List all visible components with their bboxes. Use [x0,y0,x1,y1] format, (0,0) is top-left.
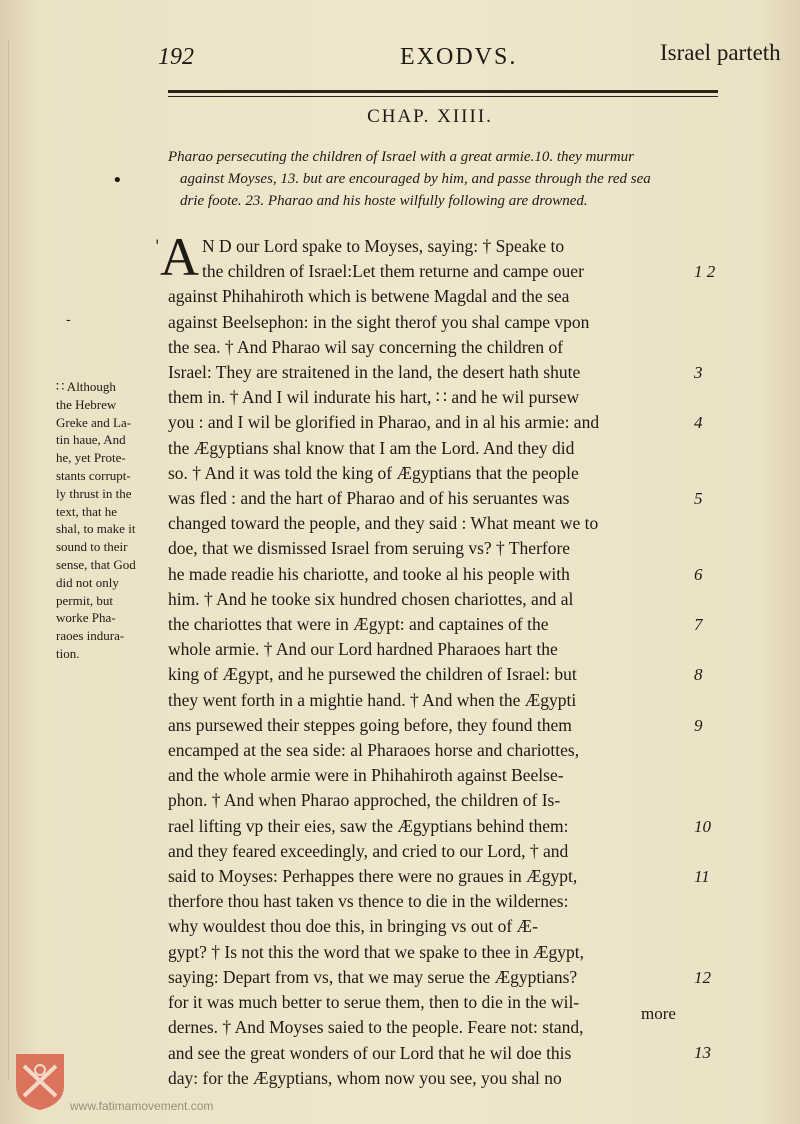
body-line: and they feared exceedingly, and cried to our Lord, † and [168,840,569,861]
header-rule-thick [168,90,718,93]
body-line: encamped at the sea side: al Pharaoes horse and chariottes, [168,740,580,761]
marginal-note-line: raoes indura- [56,628,125,644]
body-line: dernes. † And Moyses saied to the people. Feare not: stand, [168,1017,584,1038]
body-line: rael lifting vp their eies, saw the Ægyptians behind them: [168,815,569,836]
body-line: against Beelsephon: in the sight therof you shal campe vpon [168,311,590,332]
argument-line: drie foote. 23. Pharao and his hoste wilfully following are drowned. [180,193,588,209]
margin-dash-mark: - [66,312,71,328]
argument-line: Pharao persecuting the children of Israel with a great armie.10. they murmur [168,149,634,165]
body-line: therfore thou hast taken vs thence to die in the wildernes: [168,891,569,912]
body-line: ans pursewed their steppes going before, they found them [168,714,572,735]
body-line: so. † And it was told the king of Ægyptians that the people [168,462,579,483]
chapter-argument [168,146,728,212]
verse-number: 1 2 [694,262,716,282]
marginal-note-line: text, that he [56,503,118,519]
running-head-right: Israel parteth [660,40,781,65]
body-line: king of Ægypt, and he pursewed the children of Israel: but [168,664,577,685]
body-line: gypt? † Is not this the word that we spake to thee in Ægypt, [168,941,585,962]
chapter-title: CHAP. XIIII. [367,106,493,127]
watermark-url: www.fatimamovement.com [70,1099,214,1113]
marginal-note-line: tin haue, And [56,432,126,448]
body-line: saying: Depart from vs, that we may serue the Ægyptians? [168,966,578,987]
page-header [0,38,800,78]
body-text [168,234,694,1091]
verse-number: 9 [694,715,703,735]
body-line: phon. † And when Pharao approched, the children of Is- [168,790,561,811]
body-line: said to Moyses: Perhappes there were no graues in Ægypt, [168,866,578,887]
body-line: for it was much better to serue them, then to die in the wil- [168,992,580,1013]
drop-cap: A [160,227,199,287]
body-line: against Phihahiroth which is betwene Magdal and the sea [168,286,570,307]
verse-number: 12 [694,967,711,987]
marginal-note-line: sound to their [56,539,128,555]
marginal-note-line: ly thrust in the [56,485,132,501]
shield-logo-icon [14,1052,66,1112]
verse-number: 10 [694,816,711,836]
margin-tick-mark: ' [155,236,160,255]
body-line: the children of Israel:Let them returne and campe ouer [202,261,584,282]
body-line: Israel: They are straitened in the land, the desert hath shute [168,362,581,383]
marginal-note-line: he, yet Prote- [56,450,126,466]
verse-number: 3 [694,363,703,382]
body-line: and see the great wonders of our Lord that he wil doe this [168,1042,572,1063]
body-line: doe, that we dismissed Israel from seruing vs? † Therfore [168,538,571,559]
body-line: the sea. † And Pharao wil say concerning the children of [168,336,564,357]
marginal-note-line: did not only [56,574,119,590]
page-number: 192 [158,44,194,70]
verse-number: 4 [694,413,703,433]
body-line: changed toward the people, and they said : What meant we to [168,513,599,534]
verse-number: 11 [694,867,710,886]
body-line: was fled : and the hart of Pharao and of his seruantes was [168,488,570,509]
marginal-note-line: tion. [56,645,80,661]
page-edge-line [8,40,9,1080]
body-line: them in. † And I wil indurate his hart, ∷ and he wil pursew [168,387,580,408]
body-line: and the whole armie were in Phihahiroth against Beelse- [168,765,564,786]
body-line: you : and I wil be glorified in Pharao, and in al his armie: and [168,412,600,433]
verse-number: 6 [694,564,703,584]
margin-dot-mark: • [112,170,123,191]
marginal-note-line: the Hebrew [56,396,117,412]
marginal-note-line: worke Pha- [56,610,116,626]
marginal-note-line: sense, that God [56,556,136,572]
header-rule-thin [168,96,718,97]
verse-number: 5 [694,489,703,508]
body-line: he made readie his chariotte, and tooke al his people with [168,563,570,584]
running-title: EXODVS. [400,44,518,70]
body-line: him. † And he tooke six hundred chosen chariottes, and al [168,588,574,609]
body-line: they went forth in a mightie hand. † And when the Ægypti [168,689,577,710]
body-line: whole armie. † And our Lord hardned Pharaoes hart the [168,639,558,660]
marginal-note [56,378,164,663]
body-line: why wouldest thou doe this, in bringing vs out of Æ- [168,916,538,937]
argument-line: against Moyses, 13. but are encouraged by him, and passe through the red sea [180,171,651,187]
marginal-note-line: shal, to make it [56,521,136,537]
catchword: more [641,1004,676,1023]
verse-number: 8 [694,665,703,685]
verse-number: 7 [694,615,703,634]
marginal-note-line: ∷ Although [56,379,116,394]
verse-number: 13 [694,1043,711,1063]
marginal-note-line: Greke and La- [56,414,132,430]
marginal-note-line: stants corrupt- [56,467,131,483]
body-line: the Ægyptians shal know that I am the Lord. And they did [168,437,575,458]
body-line: the chariottes that were in Ægypt: and captaines of the [168,614,549,635]
body-line: N D our Lord spake to Moyses, saying: † Speake to [202,236,565,256]
marginal-note-line: permit, but [56,592,114,608]
body-line: day: for the Ægyptians, whom now you see, you shal no [168,1067,562,1088]
